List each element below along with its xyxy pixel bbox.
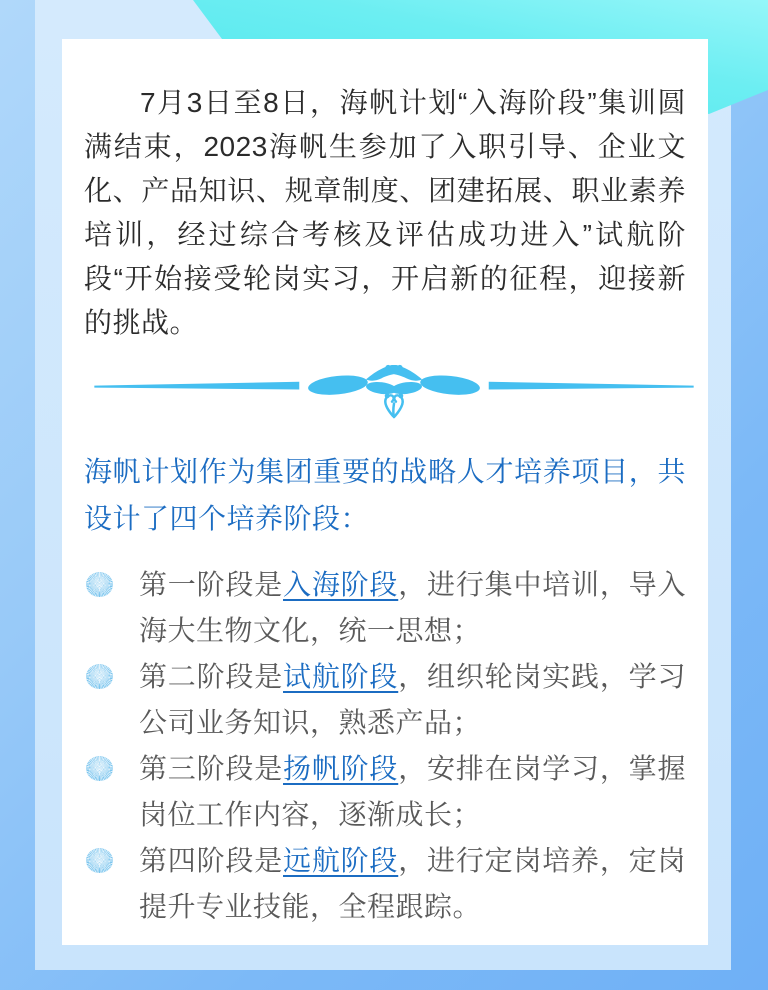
stage-keyword-link[interactable]: 入海阶段	[283, 569, 399, 600]
stage-keyword-link[interactable]: 远航阶段	[283, 845, 399, 876]
stage-description: ，进行定岗培养，定岗提升专业技能，全程跟踪。	[139, 845, 686, 922]
sphere-bullet-icon	[86, 572, 113, 597]
sphere-bullet-icon	[86, 848, 113, 873]
stage-item-1	[84, 562, 686, 654]
stage-description: ，安排在岗学习，掌握岗位工作内容，逐渐成长；	[139, 753, 686, 830]
stage-keyword-link[interactable]: 试航阶段	[283, 661, 399, 692]
stage-description: ，进行集中培训，导入海大生物文化，统一思想；	[139, 569, 686, 646]
flourish-divider-icon	[92, 361, 696, 419]
article-card	[62, 39, 708, 945]
stage-prefix: 第四阶段是	[139, 845, 284, 876]
stage-prefix: 第三阶段是	[139, 753, 284, 784]
stage-list	[84, 562, 686, 930]
stage-description: ，组织轮岗实践，学习公司业务知识，熟悉产品；	[139, 661, 686, 738]
stage-item-3	[84, 746, 686, 838]
sphere-bullet-icon	[86, 664, 113, 689]
stage-prefix: 第二阶段是	[139, 661, 284, 692]
ornamental-divider	[84, 361, 704, 424]
stage-item-4	[84, 838, 686, 930]
sphere-bullet-icon	[86, 756, 113, 781]
stage-prefix: 第一阶段是	[139, 569, 284, 600]
stage-keyword-link[interactable]: 扬帆阶段	[283, 753, 399, 784]
stage-item-2	[84, 654, 686, 746]
section-lead: 海帆计划作为集团重要的战略人才培养项目，共设计了四个培养阶段：	[84, 456, 686, 534]
intro-paragraph: 7月3日至8日，海帆计划“入海阶段”集训圆满结束，2023海帆生参加了入职引导、企业文化、产品知识、规章制度、团建拓展、职业素养培训，经过综合考核及评估成功进入”试航阶段“开始接受轮岗实习，开启新的征程，迎接新的挑战。	[84, 87, 686, 338]
